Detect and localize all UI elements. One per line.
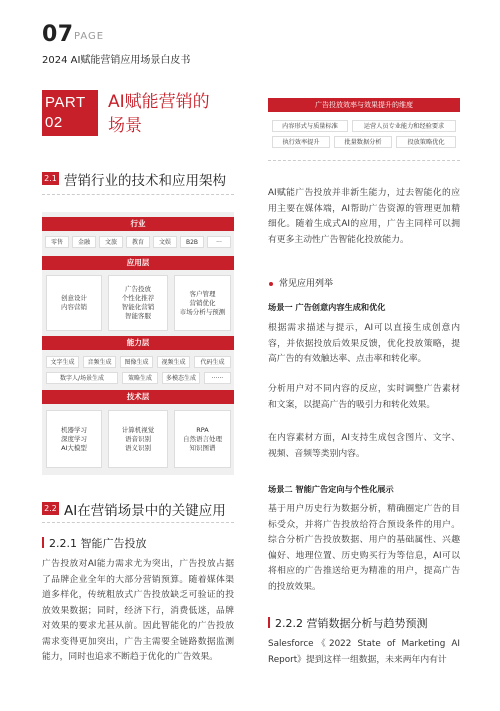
part-title bbox=[108, 90, 210, 138]
part-title-line2: 场景 bbox=[108, 116, 142, 136]
efficiency-item: 运营人员专业能力和经验要求 bbox=[352, 120, 456, 132]
list-heading: 常见应用列举 bbox=[279, 279, 334, 289]
subsection-title-2-2-1: 2.2.1 智能广告投放 bbox=[49, 537, 147, 550]
section-divider bbox=[42, 522, 234, 523]
document-title: 2024 AI赋能营销应用场景白皮书 bbox=[42, 55, 191, 66]
scene2-paragraph: 基于用户历史行为数据分析，精确圈定广告的目标受众，并将广告投放给符合预设条件的用户。综合分析广告投放数据、用户的基础属性、兴趣偏好、地理位置、历史购买行为等信息，AI可以将相应的广告推送给更为精准的用户，提高广告的投放效果。 bbox=[268, 504, 460, 592]
technology-item: 语义识别 bbox=[125, 443, 151, 452]
efficiency-item: 投放策略优化 bbox=[396, 136, 456, 148]
application-box bbox=[108, 275, 168, 331]
industry-layer-label: 行业 bbox=[42, 217, 234, 231]
section-divider bbox=[42, 194, 234, 195]
section-number-2-1: 2.1 bbox=[42, 172, 59, 185]
industry-chip: 文旅 bbox=[99, 236, 123, 248]
application-box bbox=[174, 275, 231, 331]
page-number: 07 bbox=[42, 22, 74, 47]
efficiency-table-header: 广告投放效率与效果提升的维度 bbox=[268, 98, 460, 112]
scene2-title: 场景二 智能广告定向与个性化展示 bbox=[268, 484, 394, 494]
capability-chip: ······ bbox=[204, 372, 231, 384]
part-title-line1: AI赋能营销的 bbox=[108, 92, 210, 112]
part-badge bbox=[42, 90, 98, 136]
industry-chip: ··· bbox=[207, 236, 231, 248]
efficiency-item: 内容形式与质量标准 bbox=[272, 120, 348, 132]
technology-item: 机器学习 bbox=[61, 425, 87, 434]
application-layer-label: 应用层 bbox=[42, 256, 234, 270]
subsection-body-2-2-2: Salesforce《2022 State of Marketing AI Report》提到这样一组数据，未来两年内有计 bbox=[268, 639, 460, 665]
application-item: 智能化营销 bbox=[121, 303, 155, 311]
subsection-body-2-2-1: 广告投放对AI能力需求尤为突出，广告投放占据了品牌企业全年的大部分营销预算。随着媒体渠道多样化，传统粗放式广告投放缺乏可验证的投放效果数据；同时，经济下行，消费低迷，品牌对效果的要求尤甚从前。因此智能化的广告投放需求变得更加突出，广告主需要全链路数据监测能力，同时也追求不断趋于优化的广告效果。 bbox=[42, 559, 234, 662]
technology-box bbox=[174, 410, 231, 468]
application-box bbox=[46, 275, 102, 331]
bullet-dot bbox=[269, 282, 273, 286]
capability-chip: 音频生成 bbox=[83, 356, 116, 368]
capability-chip: 文字生成 bbox=[46, 356, 79, 368]
technology-item: 深度学习 bbox=[61, 434, 87, 443]
technology-item: RPA bbox=[196, 425, 209, 434]
application-item: 营销优化 bbox=[189, 298, 216, 307]
technology-item: AI大模型 bbox=[61, 443, 87, 452]
industry-chip: 金融 bbox=[72, 236, 96, 248]
part-number: 02 bbox=[45, 114, 63, 131]
technology-box bbox=[46, 410, 102, 468]
capability-chip: 策略生成 bbox=[122, 372, 158, 384]
scene1-title: 场景一 广告创意内容生成和优化 bbox=[268, 302, 386, 312]
scene1-paragraph: 在内容素材方面，AI支持生成包含图片、文字、视频、音频等类别内容。 bbox=[268, 433, 460, 459]
subsection-marker bbox=[268, 617, 270, 628]
intro-paragraph: AI赋能广告投放并非新生能力，过去智能化的应用主要在媒体端，AI帮助广告资源的管理更加精细化。随着生成式AI的应用，广告主同样可以拥有更多主动性广告智能化投放能力。 bbox=[268, 188, 460, 245]
technology-item: 计算机视觉 bbox=[121, 425, 155, 434]
scene1-paragraph: 分析用户对不同内容的反应，实时调整广告素材和文案，以提高广告的吸引力和转化效果。 bbox=[268, 384, 460, 410]
capability-chip: 代码生成 bbox=[194, 356, 231, 368]
application-item: 广告投放 bbox=[125, 285, 151, 293]
technology-item: 知识图谱 bbox=[189, 443, 216, 452]
technology-item: 语音识别 bbox=[125, 434, 151, 443]
application-item: 客户管理 bbox=[189, 289, 216, 298]
section-title-2-1: 营销行业的技术和应用架构 bbox=[64, 173, 226, 189]
subsection-marker bbox=[42, 537, 44, 548]
industry-chip: 教育 bbox=[126, 236, 150, 248]
section-title-2-2: AI在营销场景中的关键应用 bbox=[64, 503, 226, 519]
capability-chip: 多模态生成 bbox=[162, 372, 200, 384]
capability-chip: 数字人/场景生成 bbox=[46, 372, 118, 384]
efficiency-item: 批量数据分析 bbox=[334, 136, 392, 148]
page-word: PAGE bbox=[74, 31, 105, 42]
application-item: 市场分析与预测 bbox=[179, 307, 226, 316]
capability-layer-label: 能力层 bbox=[42, 336, 234, 350]
table-divider bbox=[268, 160, 460, 161]
technology-item: 自然语言处理 bbox=[183, 434, 222, 443]
scene1-paragraph: 根据需求描述与提示，AI可以直接生成创意内容，并依据投放后效果反馈，优化投放策略，提高广告的有效触达率、点击率和转化率。 bbox=[268, 323, 460, 364]
application-item: 个性化推荐 bbox=[121, 294, 155, 302]
application-item: 智能客服 bbox=[125, 312, 151, 320]
application-item: 内容营销 bbox=[61, 303, 87, 311]
subsection-title-2-2-2: 2.2.2 营销数据分析与趋势预测 bbox=[275, 617, 428, 630]
part-label: PART bbox=[45, 94, 86, 111]
industry-chip: B2B bbox=[180, 236, 204, 248]
technology-layer-label: 技术层 bbox=[42, 390, 234, 404]
technology-box bbox=[108, 410, 168, 468]
application-item: 创意设计 bbox=[61, 294, 87, 302]
industry-chip: 零售 bbox=[45, 236, 69, 248]
section-number-2-2: 2.2 bbox=[42, 502, 59, 515]
architecture-diagram bbox=[42, 212, 234, 475]
capability-chip: 图像生成 bbox=[120, 356, 153, 368]
efficiency-item: 执行效率提升 bbox=[272, 136, 330, 148]
industry-chip: 文娱 bbox=[153, 236, 177, 248]
capability-chip: 视频生成 bbox=[157, 356, 190, 368]
